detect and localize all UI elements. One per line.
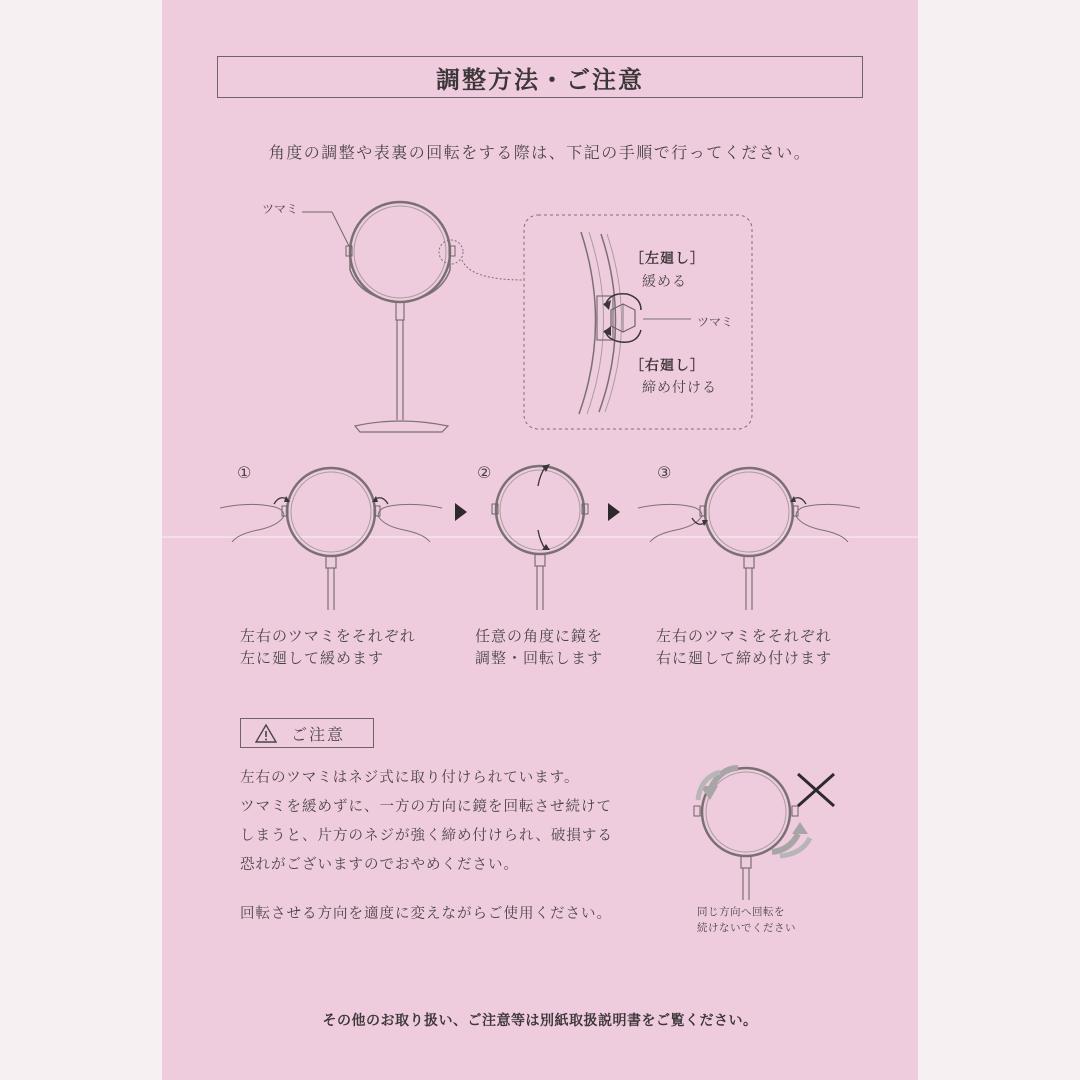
caution-line-2: ツマミを緩めずに、一方の方向に鏡を回転させ続けて xyxy=(240,799,612,815)
step-2-number: ② xyxy=(477,463,492,482)
arrow-right-icon xyxy=(455,503,467,521)
caution-caption-line-1: 同じ方向へ回転を xyxy=(697,906,785,918)
arrow-right-icon xyxy=(608,503,620,521)
title-box xyxy=(217,56,863,98)
caution-line-3: しまうと、片方のネジが強く締め付けられ、破損する xyxy=(240,828,613,844)
step-3-line-2: 右に廻して締め付けます xyxy=(656,649,833,667)
step-1-number: ① xyxy=(237,463,252,482)
right-turn-title: ［右廻し］ xyxy=(630,358,705,374)
caution-caption-line-2: 続けないでください xyxy=(697,922,796,934)
caution-last-line: 回転させる方向を適度に変えながらご使用ください。 xyxy=(240,906,612,922)
step-2-illustration xyxy=(490,460,596,610)
step-3-line-1: 左右のツマミをそれぞれ xyxy=(656,627,832,645)
step-2-text xyxy=(475,625,603,669)
caution-illustration-caption xyxy=(697,904,796,936)
knob-label: ツマミ xyxy=(262,202,299,216)
intro-text: 角度の調整や表裏の回転をする際は、下記の手順で行ってください。 xyxy=(268,143,812,162)
step-1-line-2: 左に廻して緩めます xyxy=(240,649,385,667)
caution-line-1: 左右のツマミはネジ式に取り付けられています。 xyxy=(240,770,580,786)
left-turn-desc: 緩める xyxy=(642,274,687,290)
page-title: 調整方法・ご注意 xyxy=(436,65,644,94)
step-3-number: ③ xyxy=(657,463,672,482)
mirror-illustration xyxy=(250,190,510,440)
caution-title: ご注意 xyxy=(291,724,346,744)
step-2-line-1: 任意の角度に鏡を xyxy=(475,627,604,645)
footer-note: その他のお取り扱い、ご注意等は別紙取扱説明書をご覧ください。 xyxy=(322,1013,758,1029)
step-1-line-1: 左右のツマミをそれぞれ xyxy=(240,627,416,645)
step-3-text xyxy=(656,625,832,669)
caution-box xyxy=(240,718,374,748)
step-3-illustration xyxy=(636,470,862,610)
caution-line-4: 恐れがございますのでおやめください。 xyxy=(240,857,519,873)
caution-illustration xyxy=(680,760,840,900)
step-1-text xyxy=(240,625,416,669)
right-turn-desc: 締め付ける xyxy=(642,380,717,396)
zoom-knob-label: ツマミ xyxy=(697,315,734,329)
warning-icon xyxy=(255,724,277,743)
step-2-line-2: 調整・回転します xyxy=(475,649,604,667)
step-1-illustration xyxy=(218,470,444,610)
caution-text xyxy=(240,764,660,880)
left-turn-title: ［左廻し］ xyxy=(630,251,705,267)
